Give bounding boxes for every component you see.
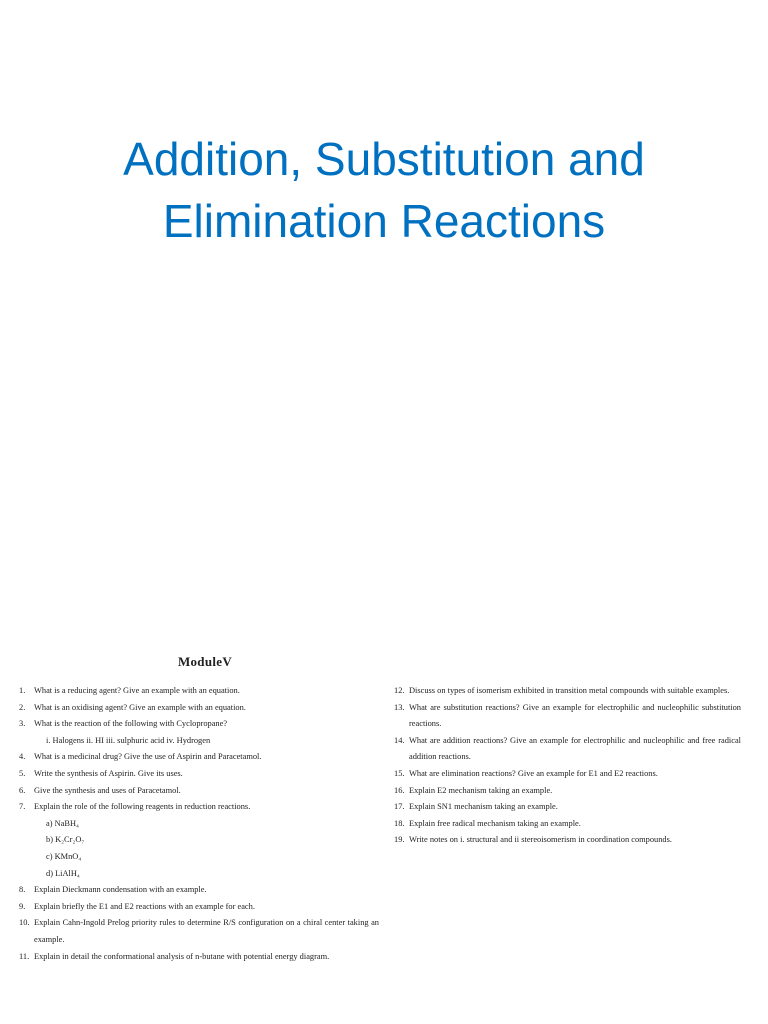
reagent-d: d) LiAlH₄ [46,868,80,878]
question-text: What is a reducing agent? Give an example with an equation. [34,686,240,695]
question-4 [19,749,379,766]
question-number: 10. [19,918,30,928]
question-17 [394,799,741,816]
question-text: Explain E2 mechanism taking an example. [409,785,553,795]
question-text: Write notes on i. structural and ii stereoisomerism in coordination compounds. [409,835,672,845]
question-text: What are substitution reactions? Give an example for electrophilic and nucleophilic substitution reactions. [409,702,741,729]
question-text: Give the synthesis and uses of Paracetamol. [34,785,181,795]
question-number: 3. [19,719,26,729]
question-text: Discuss on types of isomerism exhibited in transition metal compounds with suitable examples. [409,686,730,695]
question-number: 6. [19,785,26,795]
question-18 [394,816,741,833]
question-13 [394,700,741,733]
title-line-1: Addition, Substitution and [123,133,645,185]
question-text: Explain free radical mechanism taking an example. [409,818,581,828]
page-title [0,128,768,252]
question-number: 17. [394,802,405,812]
question-15 [394,766,741,783]
question-text: What is a medicinal drug? Give the use of Aspirin and Paracetamol. [34,752,262,762]
question-list-right [394,683,741,849]
question-number: 15. [394,768,405,778]
question-14 [394,733,741,766]
question-6 [19,783,379,800]
reagent-c: c) KMnO₄ [46,851,82,861]
reagent-a: a) NaBH₄ [46,818,79,828]
question-3 [19,716,379,749]
question-number: 19. [394,835,405,845]
question-16 [394,783,741,800]
question-11 [19,949,379,966]
question-1 [19,683,379,700]
question-number: 9. [19,901,26,911]
question-text: What are addition reactions? Give an example for electrophilic and nucleophilic and free radical addition reactions. [409,735,741,762]
question-text: Write the synthesis of Aspirin. Give its uses. [34,768,183,778]
question-8 [19,882,379,899]
question-text: Explain Dieckmann condensation with an example. [34,885,207,895]
question-text: Explain in detail the conformational analysis of n-butane with potential energy diagram. [34,951,330,961]
question-text: Explain the role of the following reagents in reduction reactions. [34,802,251,812]
question-number: 16. [394,785,405,795]
question-5 [19,766,379,783]
question-number: 5. [19,768,26,778]
question-number: 14. [394,735,405,745]
question-12 [394,683,741,700]
question-number: 7. [19,802,26,812]
question-number: 4. [19,752,26,762]
question-text: Explain Cahn-Ingold Prelog priority rules to determine R/S configuration on a chiral center taking an example. [34,918,379,944]
question-number: 2. [19,702,26,712]
question-text: Explain briefly the E1 and E2 reactions with an example for each. [34,901,255,911]
question-number: 12. [394,686,405,695]
question-number: 13. [394,702,405,712]
question-number: 1. [19,686,26,695]
question-subitem: i. Halogens ii. HI iii. sulphuric acid iv. Hydrogen [46,735,211,745]
question-19 [394,832,741,849]
question-number: 18. [394,818,405,828]
question-10 [19,915,379,948]
question-7 [19,799,379,882]
module-heading: ModuleV [177,654,233,669]
question-9 [19,899,379,916]
reagent-b: b) K₂Cr₂O₇ [46,835,85,845]
question-text: What is the reaction of the following with Cyclopropane? [34,719,228,729]
title-line-2: Elimination Reactions [162,195,606,247]
question-number: 8. [19,885,26,895]
question-number: 11. [19,951,30,961]
question-2 [19,700,379,717]
question-text: What are elimination reactions? Give an example for E1 and E2 reactions. [409,768,658,778]
question-text: Explain SN1 mechanism taking an example. [409,802,558,812]
question-text: What is an oxidising agent? Give an example with an equation. [34,702,246,712]
question-list-left [19,683,379,965]
